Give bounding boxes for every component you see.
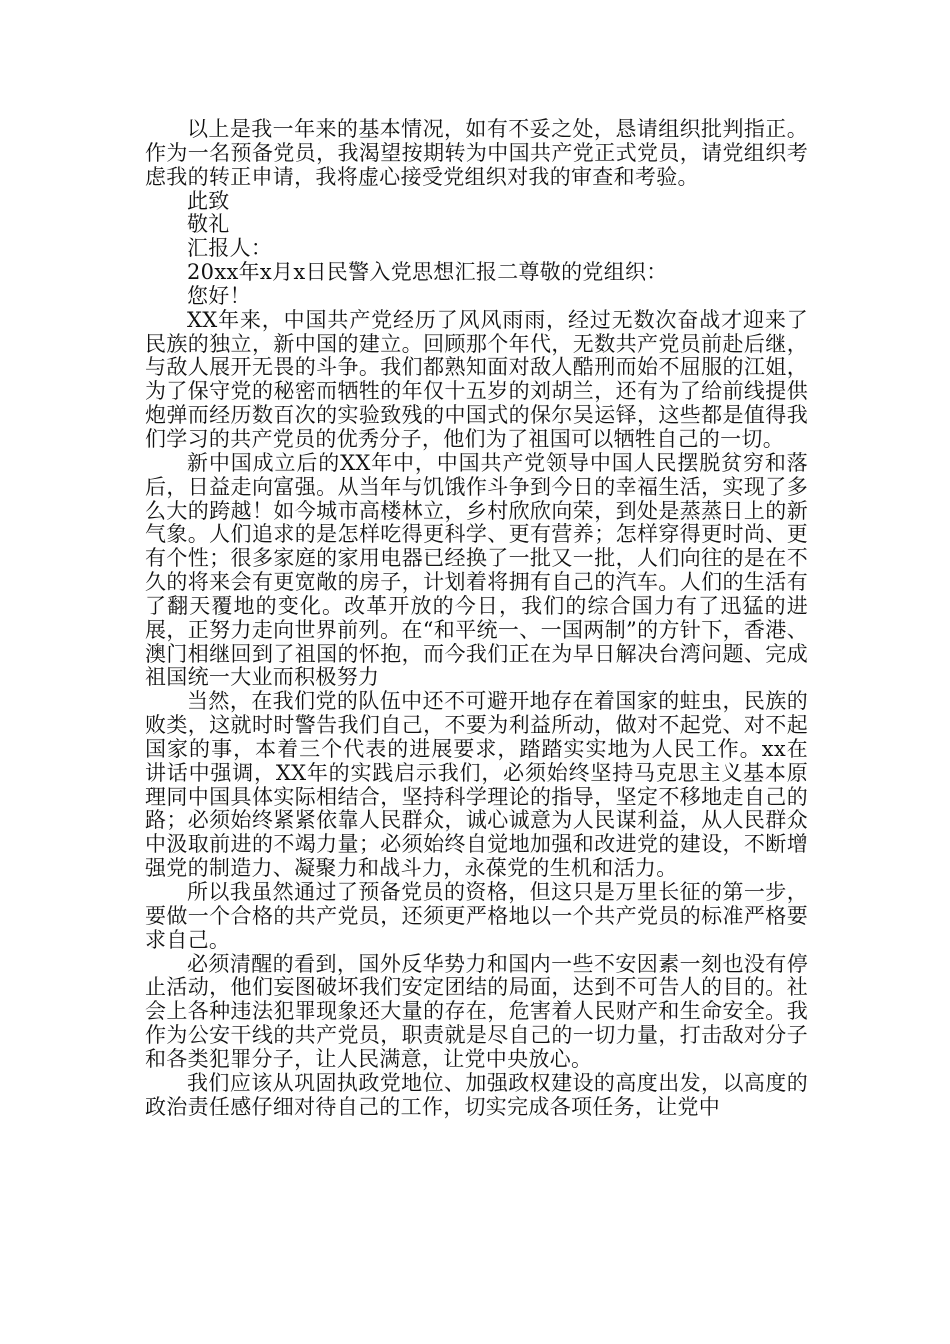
greeting: 您好！ [187, 283, 251, 308]
paragraph-probation: 所以我虽然通过了预备党员的资格，但这只是万里长征的第一步，要做一个合格的共产党员，还须更严格地以一个共产党员的标准严格要求自己。 [145, 880, 808, 952]
paragraph-new-china: 新中国成立后的XX年中，中国共产党领导中国人民摆脱贫穷和落后，日益走向富强。从当年与饥饿作斗争到今日的幸福生活，实现了多么大的跨越！如今城市高楼林立，乡村欣欣向荣，到处是蒸蒸日上的新气象。人们追求的是怎样吃得更科学、更有营养；怎样穿得更时尚、更有个性；很多家庭的家用电器已经换了一批又一批，人们向往的是在不久的将来会有更宽敞的房子，计划着将拥有自己的汽车。人们的生活有了翻天覆地的变化。改革开放的今日，我们的综合国力有了迅猛的进展，正努力走向世界前列。在“和平统一、一国两制”的方针下，香港、澳门相继回到了祖国的怀抱，而今我们正在为早日解决台湾问题、完成祖国统一大业而积极努力 [145, 450, 808, 690]
date-and-heading: 20xx年x月x日民警入党思想汇报二尊敬的党组织： [187, 260, 668, 285]
reporter-label: 汇报人： [187, 236, 273, 261]
closing-cizhi: 此致 [187, 188, 230, 213]
closing-jingli: 敬礼 [187, 212, 230, 237]
paragraph-summary: 以上是我一年来的基本情况，如有不妥之处，恳请组织批判指正。作为一名预备党员，我渴望按期转为中国共产党正式党员，请党组织考虑我的转正申请，我将虚心接受党组织对我的审查和考验。 [145, 117, 808, 189]
paragraph-vigilance: 必须清醒的看到，国外反华势力和国内一些不安因素一刻也没有停止活动，他们妄图破坏我们安定团结的局面，达到不可告人的目的。社会上各种违法犯罪现象还大量的存在，危害着人民财产和生命安全。我作为公安干线的共产党员，职责就是尽自己的一切力量，打击敌对分子和各类犯罪分子，让人民满意，让党中央放心。 [145, 951, 808, 1071]
paragraph-duty: 我们应该从巩固执政党地位、加强政权建设的高度出发，以高度的政治责任感仔细对待自己的工作，切实完成各项任务，让党中 [145, 1070, 808, 1119]
paragraph-history: XX年来，中国共产党经历了风风雨雨，经过无数次奋战才迎来了民族的独立，新中国的建立。回顾那个年代，无数共产党员前赴后继，与敌人展开无畏的斗争。我们都熟知面对敌人酷刑而始不屈服的江姐，为了保守党的秘密而牺牲的年仅十五岁的刘胡兰，还有为了给前线提供炮弹而经历数百次的实验致残的中国式的保尔吴运铎，这些都是值得我们学习的共产党员的优秀分子，他们为了祖国可以牺牲自己的一切。 [145, 307, 808, 451]
paragraph-warning: 当然，在我们党的队伍中还不可避开地存在着国家的蛀虫，民族的败类，这就时时警告我们自己，不要为利益所动，做对不起党、对不起国家的事，本着三个代表的进展要求，踏踏实实地为人民工作。xx在讲话中强调，XX年的实践启示我们，必须始终坚持马克思主义基本原理同中国具体实际相结合，坚持科学理论的指导，坚定不移地走自己的路；必须始终紧紧依靠人民群众，诚心诚意为人民谋利益，从人民群众中汲取前进的不竭力量；必须始终自觉地加强和改进党的建设，不断增强党的制造力、凝聚力和战斗力，永葆党的生机和活力。 [145, 689, 808, 881]
document-body [145, 118, 808, 1119]
